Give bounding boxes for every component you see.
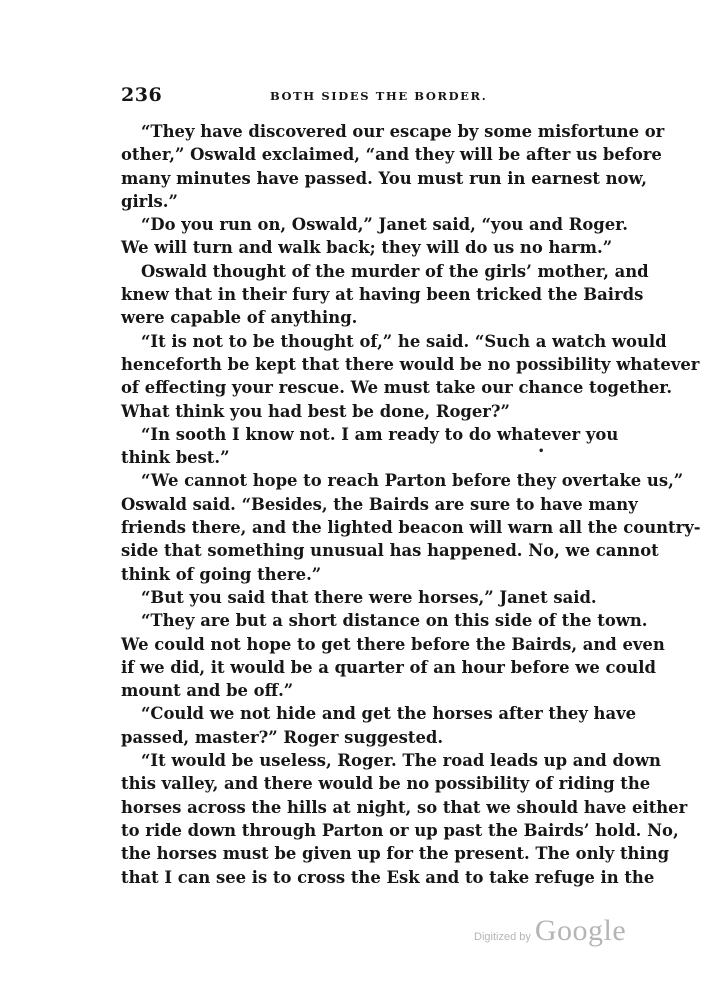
stray-ink-mark: • <box>538 446 545 457</box>
text-line: think of going there.” <box>121 564 322 584</box>
text-line: “They are but a short distance on this side of the town. <box>141 611 648 631</box>
text-line: to ride down through Parton or up past the Bairds’ hold. No, <box>121 820 679 840</box>
text-line: that I can see is to cross the Esk and to take refuge in the <box>121 867 655 887</box>
text-line: this valley, and there would be no possibility of riding the <box>121 774 651 794</box>
text-line: Oswald thought of the murder of the girls’ mother, and <box>141 261 649 281</box>
text-line: “In sooth I know not. I am ready to do whatever you <box>141 424 619 444</box>
text-line: girls.” <box>121 191 178 211</box>
watermark-prefix: Digitized by <box>474 931 531 943</box>
google-watermark <box>474 914 626 948</box>
text-line: horses across the hills at night, so that we should have either <box>121 797 688 817</box>
google-logo: Google <box>534 914 627 947</box>
text-line: “Could we not hide and get the horses after they have <box>141 704 637 724</box>
text-line: passed, master?” Roger suggested. <box>121 727 444 747</box>
running-head: BOTH SIDES THE BORDER. <box>270 89 488 103</box>
text-line: side that something unusual has happened. No, we cannot <box>121 541 659 561</box>
text-line: “We cannot hope to reach Parton before they overtake us,” <box>141 471 684 491</box>
text-line: think best.” <box>121 448 230 468</box>
text-line: We could not hope to get there before the Bairds, and even <box>121 634 665 654</box>
text-line: were capable of anything. <box>121 308 358 328</box>
text-line: if we did, it would be a quarter of an hour before we could <box>121 657 656 677</box>
text-line: of effecting your rescue. We must take our chance together. <box>121 378 673 398</box>
text-line: What think you had best be done, Roger?” <box>121 401 510 421</box>
text-line: Oswald said. “Besides, the Bairds are sure to have many <box>121 494 638 514</box>
body-text <box>121 120 701 889</box>
text-line: knew that in their fury at having been tricked the Bairds <box>121 285 644 305</box>
text-line: friends there, and the lighted beacon will warn all the country- <box>121 518 701 538</box>
text-line: “They have discovered our escape by some misfortune or <box>141 122 665 141</box>
text-line: “But you said that there were horses,” Janet said. <box>141 587 597 607</box>
text-line: “Do you run on, Oswald,” Janet said, “you and Roger. <box>141 215 628 235</box>
text-line: other,” Oswald exclaimed, “and they will be after us before <box>121 145 662 165</box>
text-line: the horses must be given up for the present. The only thing <box>121 844 670 864</box>
text-line: henceforth be kept that there would be no possibility whatever <box>121 354 700 374</box>
text-line: many minutes have passed. You must run in earnest now, <box>121 168 647 188</box>
text-line: “It is not to be thought of,” he said. “Such a watch would <box>141 331 667 351</box>
text-line: mount and be off.” <box>121 681 294 701</box>
page-number: 236 <box>121 84 163 106</box>
text-line: “It would be useless, Roger. The road leads up and down <box>141 751 661 771</box>
text-line: We will turn and walk back; they will do us no harm.” <box>121 238 613 258</box>
